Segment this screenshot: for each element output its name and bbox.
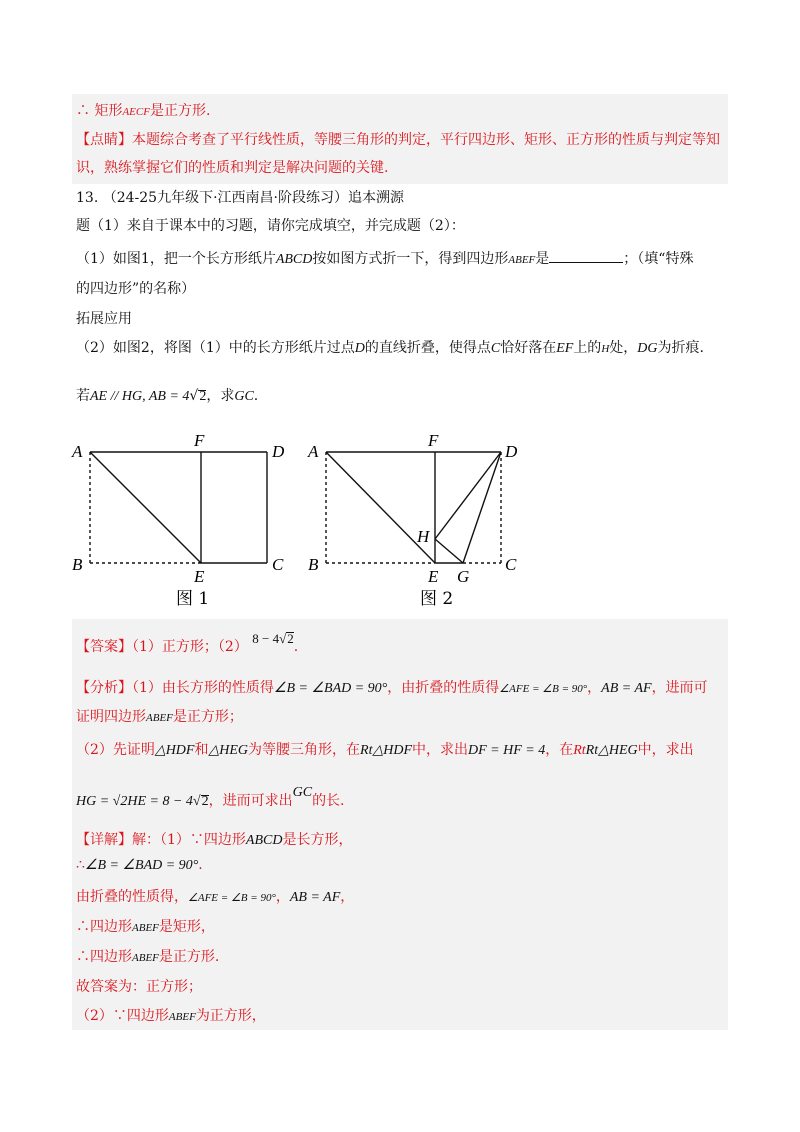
detail-line-1: 【详解】解：（1）∵四边形ABCD是长方形，: [76, 832, 353, 848]
fig1-caption: 图 1: [176, 589, 210, 609]
detail-line-7: （2）∵四边形ABEF为正方形，: [76, 1008, 266, 1024]
analysis-line-2: 证明四边形ABEF是正方形；: [76, 709, 243, 725]
comment-line-2: 识，熟练掌握它们的性质和判定是解决问题的关键.: [76, 160, 389, 176]
fig2-crease-AE: [326, 452, 435, 563]
fig2-caption: 图 2: [420, 589, 454, 609]
answer-blank[interactable]: [549, 250, 623, 263]
extension-heading: 拓展应用: [76, 311, 132, 327]
fig2-label-E: E: [428, 567, 439, 586]
question-part1-line2: 的四边形”的名称）: [76, 281, 196, 297]
detail-line-5: ∴四边形ABEF是正方形.: [76, 949, 220, 965]
detail-line-4: ∴四边形ABEF是矩形，: [76, 919, 215, 935]
fig2-line-DH: [435, 452, 501, 539]
figure-2: [300, 430, 530, 615]
question-intro: 题（1）来自于课本中的习题，请你完成填空，并完成题（2）：: [76, 218, 465, 234]
fig1-crease-AE: [90, 452, 201, 563]
fig1-label-B: B: [72, 555, 83, 574]
fig2-label-H: H: [417, 527, 430, 546]
detail-line-6: 故答案为：正方形；: [76, 979, 202, 995]
question-part2: （2）如图2，将图（1）中的长方形纸片过点D的直线折叠，使得点C恰好落在EF上的H处，DG为折痕.: [76, 340, 704, 356]
fig2-label-D: D: [505, 442, 518, 461]
fig1-label-D: D: [272, 442, 285, 461]
fig1-label-E: E: [194, 567, 205, 586]
fig2-label-G: G: [457, 567, 470, 586]
question-header: 13. （24-25九年级下·江西南昌·阶段练习）追本溯源: [76, 190, 404, 206]
fig1-label-F: F: [194, 431, 205, 450]
fig2-label-B: B: [308, 555, 319, 574]
question-part2-condition: 若AE // HG, AB = 4√2，求GC.: [76, 388, 259, 404]
analysis-line-4: HG = √2HE = 8 − 4√2，进而可求出GC的长.: [76, 785, 345, 809]
fig2-line-HG: [435, 539, 463, 563]
fig2-crease-DG: [463, 452, 501, 563]
fig2-label-C: C: [505, 555, 517, 574]
fig2-label-F: F: [428, 431, 439, 450]
conclusion-line: ∴ 矩形AECF是正方形.: [76, 103, 211, 119]
answer-line: 【答案】（1）正方形；（2） 8 − 4√2.: [76, 631, 299, 655]
question-part1: （1）如图1，把一个长方形纸片ABCD按如图方式折一下，得到四边形ABEF是 ；（填“特殊: [76, 251, 694, 267]
fig1-label-A: A: [72, 442, 83, 461]
detail-line-2: ∴∠B = ∠BAD = 90°.: [76, 857, 203, 873]
analysis-line-3: （2）先证明△HDF和△HEG为等腰三角形，在Rt△HDF中，求出DF = HF = 4，在RtRt△HEG中，求出: [76, 742, 694, 758]
comment-line-1: 【点睛】本题综合考查了平行线性质，等腰三角形的判定，平行四边形、矩形、正方形的性质与判定等知: [76, 132, 720, 148]
fig2-label-A: A: [308, 442, 319, 461]
fig1-label-C: C: [272, 555, 284, 574]
analysis-line-1: 【分析】（1）由长方形的性质得∠B = ∠BAD = 90°，由折叠的性质得∠AFE = ∠B = 90°，AB = AF，进而可: [76, 680, 708, 696]
detail-line-3: 由折叠的性质得，∠AFE = ∠B = 90°，AB = AF，: [76, 889, 355, 905]
figure-1: [64, 430, 294, 615]
